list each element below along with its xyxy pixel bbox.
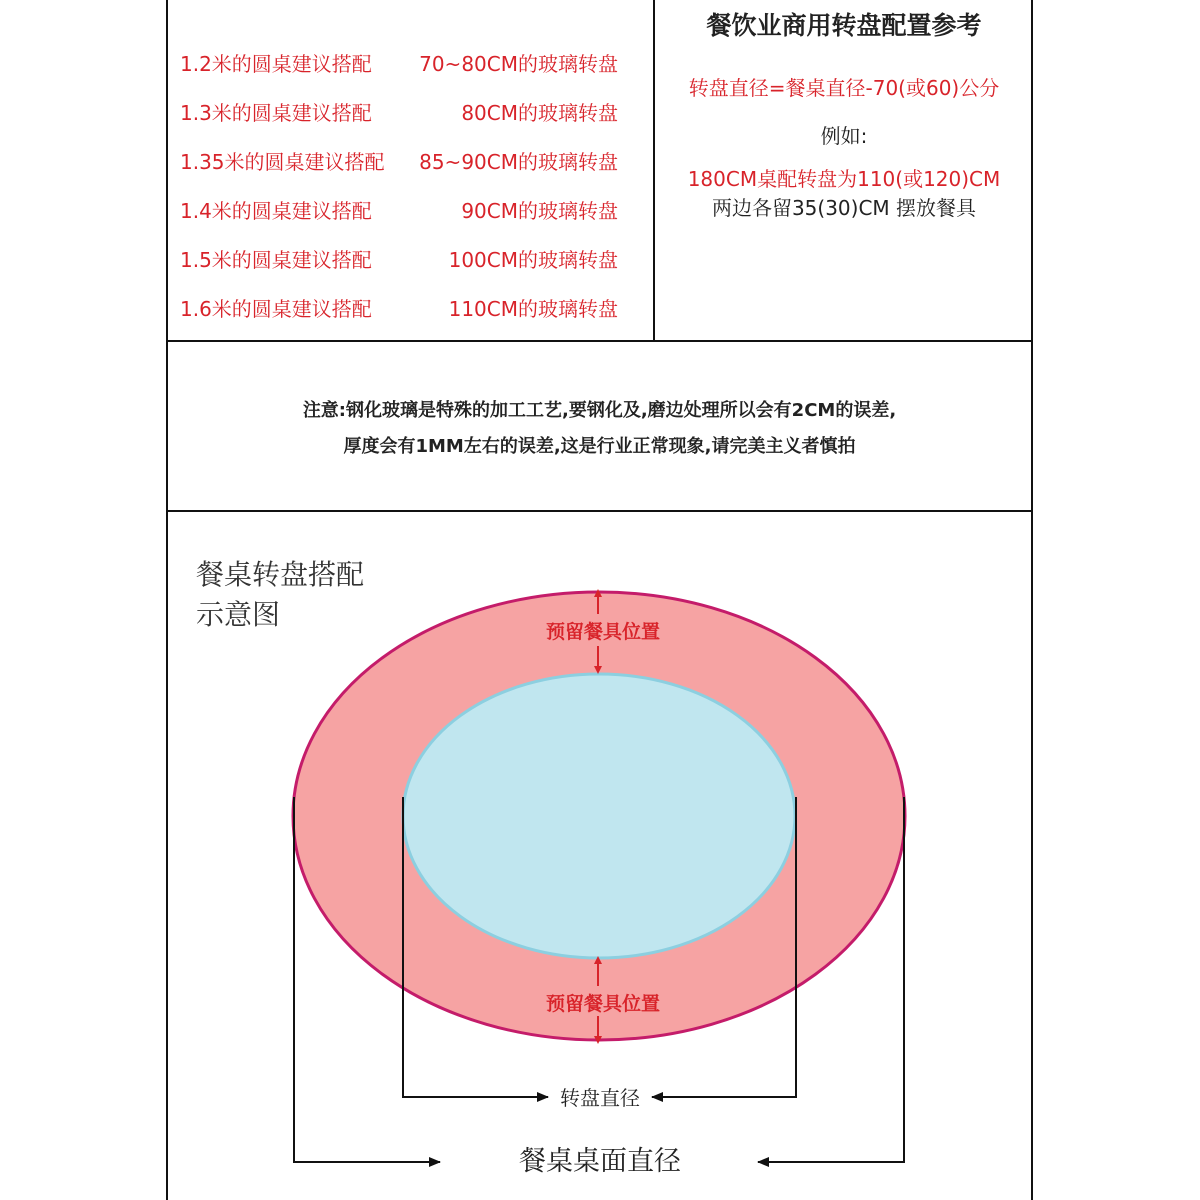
diagram-title-line1: 餐桌转盘搭配: [196, 558, 365, 591]
turntable-diameter-label: 转盘直径: [560, 1086, 640, 1110]
reserve-top-label: 预留餐具位置: [545, 621, 661, 643]
turntable-size-label: 90CM的玻璃转盘: [461, 199, 618, 223]
reference-example-line2: 两边各留35(30)CM 摆放餐具: [711, 196, 977, 220]
reference-formula: 转盘直径=餐桌直径-70(或60)公分: [688, 76, 1000, 100]
turntable-size-label: 100CM的玻璃转盘: [448, 248, 618, 272]
table-size-label: 1.4米的圆桌建议搭配: [180, 199, 372, 223]
table-size-label: 1.2米的圆桌建议搭配: [180, 52, 372, 76]
reference-title: 餐饮业商用转盘配置参考: [706, 11, 982, 40]
reference-example-line1: 180CM桌配转盘为110(或120)CM: [687, 167, 1001, 191]
turntable-size-label: 85~90CM的玻璃转盘: [419, 150, 618, 174]
turntable-ellipse: [403, 674, 795, 958]
table-size-label: 1.3米的圆桌建议搭配: [180, 101, 372, 125]
note-line1: 注意:钢化玻璃是特殊的加工工艺,要钢化及,磨边处理所以会有2CM的误差,: [302, 400, 897, 421]
diagram-title-line2: 示意图: [196, 598, 281, 631]
turntable-size-label: 70~80CM的玻璃转盘: [419, 52, 618, 76]
reserve-bottom-label: 预留餐具位置: [545, 993, 661, 1015]
table-diameter-label: 餐桌桌面直径: [519, 1146, 681, 1177]
turntable-size-label: 110CM的玻璃转盘: [448, 297, 618, 321]
table-size-label: 1.35米的圆桌建议搭配: [180, 150, 385, 174]
table-size-label: 1.5米的圆桌建议搭配: [180, 248, 372, 272]
table-size-label: 1.6米的圆桌建议搭配: [180, 297, 372, 321]
turntable-size-label: 80CM的玻璃转盘: [461, 101, 618, 125]
reference-example-label: 例如:: [820, 124, 868, 148]
note-line2: 厚度会有1MM左右的误差,这是行业正常现象,请完美主义者慎拍: [343, 436, 856, 457]
